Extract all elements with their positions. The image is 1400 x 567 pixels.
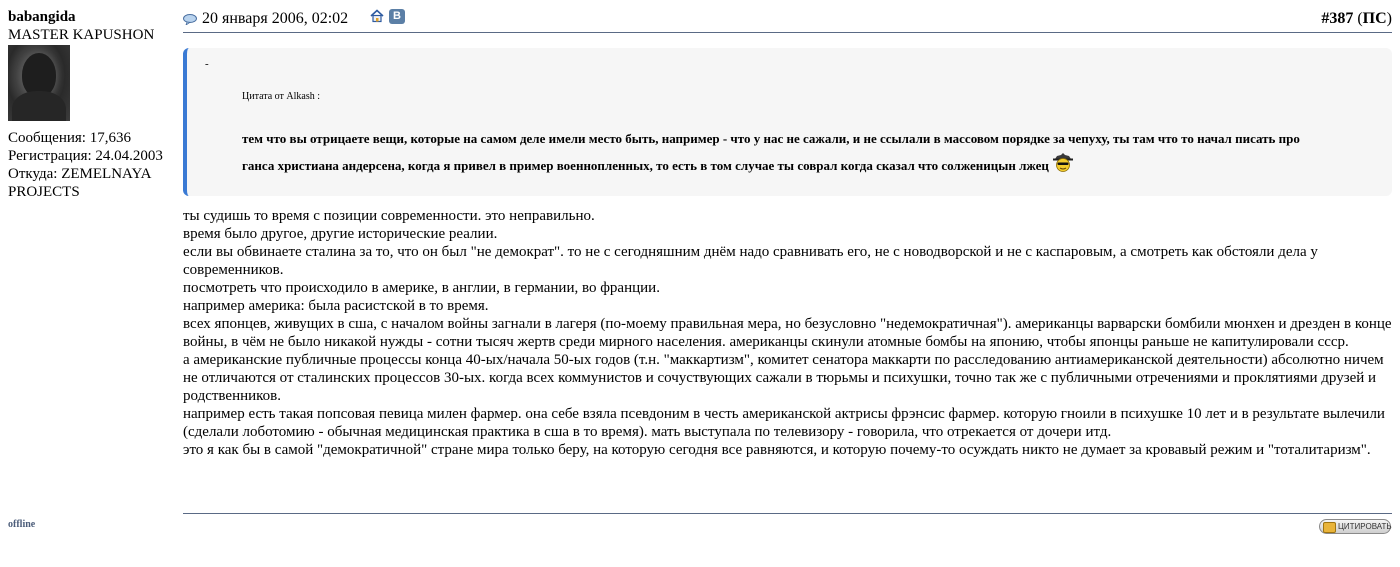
post-footer-divider bbox=[183, 513, 1392, 514]
post-body bbox=[183, 207, 1393, 459]
post-paragraph: если вы обвинаете сталина за то, что он был "не демократ". то не с сегодняшним днём надо сравнивать его, не с новодворской и не с каспаровым, а смотреть как обстояли дела у современников. bbox=[183, 244, 1318, 278]
message-icon bbox=[183, 14, 197, 24]
user-post-count: Сообщения: 17,636 bbox=[8, 130, 131, 146]
post-paragraph: а американские публичные процессы конца 40-ых/начала 50-ых годов (т.н. "маккартизм", комитет сенатора маккарти по расследованию антиамериканской деятельности) абсолютно ничем не отличаются от сталинских процессов 30-ых. когда всех коммунистов и сочуствующих сажали в тюрьмы и психушки, точно так же с публичными отречениями и проклятиями друзей и родственников. bbox=[183, 352, 1384, 404]
post-date-wrap bbox=[183, 10, 348, 28]
quote-block bbox=[183, 48, 1392, 196]
smiley-icon bbox=[1052, 152, 1074, 172]
post-paragraph: время было другое, другие исторические реалии. bbox=[183, 226, 498, 242]
quote-dash: - bbox=[205, 58, 209, 70]
ps-open: ( bbox=[1353, 10, 1363, 27]
post-paragraph: ты судишь то время с позиции современности. это неправильно. bbox=[183, 208, 595, 224]
username[interactable]: babangida bbox=[8, 9, 76, 25]
user-info-panel bbox=[8, 8, 178, 201]
user-location: Откуда: ZEMELNAYA PROJECTS bbox=[8, 166, 151, 200]
post-date: 20 января 2006, 02:02 bbox=[202, 10, 349, 27]
quote-author-label: Цитата от Alkash : bbox=[242, 91, 321, 102]
post-paragraph: например америка: была расистской в то время. bbox=[183, 298, 489, 314]
home-icon[interactable] bbox=[370, 9, 384, 23]
vkontakte-icon[interactable]: В bbox=[389, 9, 405, 24]
quote-button-icon bbox=[1323, 522, 1336, 533]
quote-text-wrap bbox=[242, 126, 1322, 179]
post-paragraph: всех японцев, живущих в сша, с началом войны загнали в лагеря (по-моему правильная мера, но безусловно "недемократичная"). американцы варварски бомбили мюнхен и дрезден в конце войны, в чём не было никакой нужды - сотни тысяч жертв среди мирного населения. американцы скинули атомные бомбы на японию, чтобы японцы раньше не капитулировали ссср. bbox=[183, 316, 1392, 350]
post-number[interactable]: #387 bbox=[1321, 10, 1354, 27]
post-paragraph: это я как бы в самой "демократичной" стране мира только беру, на которую сегодня все равняются, и которую почему-то осуждать никто не думает за кровавый режим и "тоталитаризм". bbox=[183, 442, 1371, 458]
post-number-wrap bbox=[1321, 10, 1392, 28]
post-paragraph: например есть такая попсовая певица милен фармер. она себе взяла псевдоним в честь американской актрисы фрэнсис фармер. которую гноили в психушке 10 лет и в результате вылечили (сделали лоботомию - обычная медицинская практика в сша в то время). мать выступала по телевизору - говорила, что отрекается от дочери итд. bbox=[183, 406, 1385, 440]
user-registration-date: Регистрация: 24.04.2003 bbox=[8, 148, 163, 164]
quote-text: тем что вы отрицаете вещи, которые на самом деле имели место быть, например - что у нас не сажали, и не ссылали в массовом порядке за чепуху, ты там что то начал писать про ганса христиана андерсена, когда я привел в пример военнопленных, то есть в том случае ты соврал когда сказал что солженицын лжец bbox=[242, 131, 1300, 173]
ps-link[interactable]: ПС bbox=[1362, 10, 1387, 27]
post-paragraph: посмотреть что происходило в америке, в англии, в германии, во франции. bbox=[183, 280, 660, 296]
avatar-figure-body bbox=[12, 91, 66, 121]
user-rank: MASTER KAPUSHON bbox=[8, 27, 155, 43]
online-status: offline bbox=[8, 519, 36, 530]
quote-button[interactable] bbox=[1319, 519, 1391, 534]
avatar bbox=[8, 45, 70, 121]
ps-wrap bbox=[1353, 10, 1392, 27]
post-header bbox=[183, 8, 1392, 33]
quote-button-label: ЦИТИРОВАТЬ bbox=[1338, 522, 1392, 531]
ps-close: ) bbox=[1386, 10, 1392, 27]
